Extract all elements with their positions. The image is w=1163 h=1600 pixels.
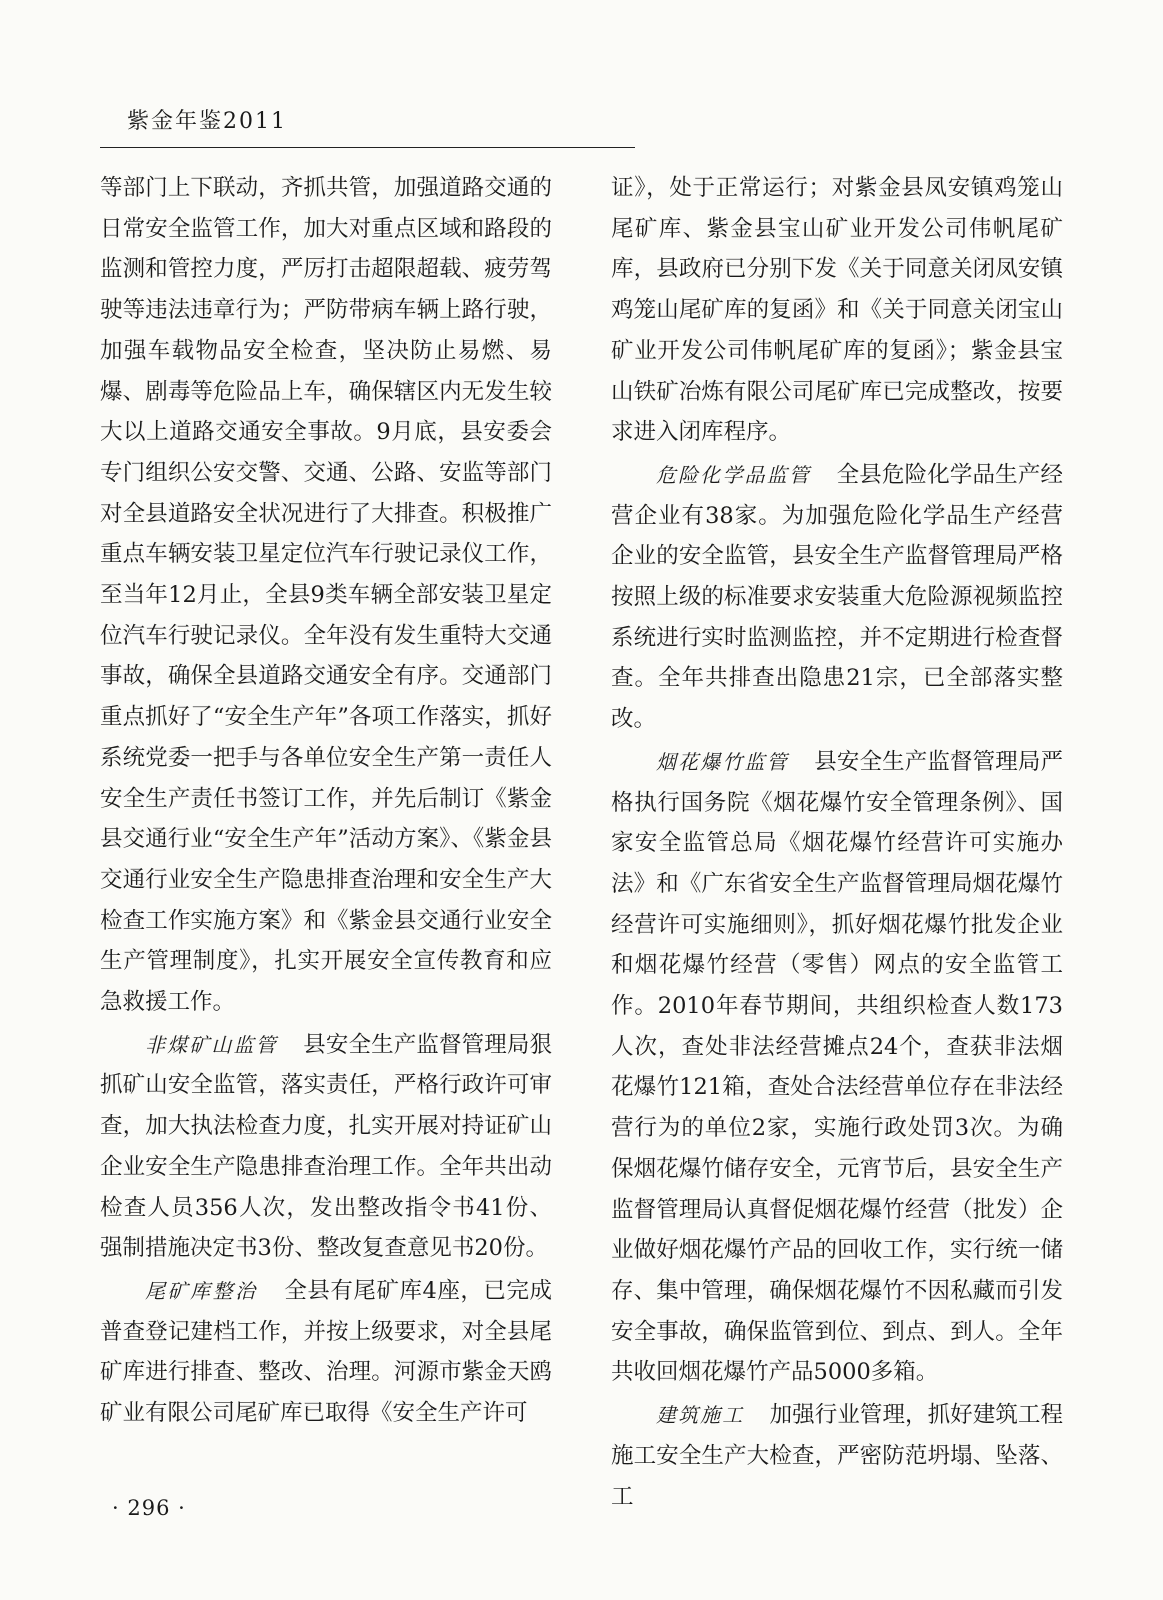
right-column [611,168,1063,1517]
running-header: 紫金年鉴2011 [127,109,287,134]
header-rule [100,147,635,148]
paragraph-construction [611,1395,1063,1517]
paragraph-tailings-continued: 证》，处于正常运行；对紫金县凤安镇鸡笼山尾矿库、紫金县宝山矿业开发公司伟帆尾矿库，县政府已分别下发《关于同意关闭凤安镇鸡笼山尾矿库的复函》和《关于同意关闭宝山矿业开发公司伟帆尾矿库的复函》；紫金县宝山铁矿冶炼有限公司尾矿库已完成整改，按要求进入闭库程序。 [611,175,1063,446]
section-body-hazardous-chemicals: 全县危险化学品生产经营企业有38家。为加强危险化学品生产经营企业的安全监管，县安全生产监督管理局严格按照上级的标准要求安装重大危险源视频监控系统进行实时监测监控，并不定期进行检查督查。全年共排查出隐患21宗，已全部落实整改。 [611,461,1063,733]
page-number: · 296 · [112,1496,186,1520]
section-body-non-coal-mines: 县安全生产监督管理局狠抓矿山安全监管，落实责任，严格行政许可审查，加大执法检查力度，扎实开展对持证矿山企业安全生产隐患排查治理工作。全年共出动检查人员356人次，发出整改指令书41份、强制措施决定书3份、整改复查意见书20份。 [100,1031,552,1262]
paragraph-hazardous-chemicals [611,455,1063,740]
left-column [100,168,552,1434]
section-heading-non-coal-mines: 非煤矿山监管 [145,1032,278,1057]
section-body-fireworks: 县安全生产监督管理局严格执行国务院《烟花爆竹安全管理条例》、国家安全监管总局《烟花爆竹经营许可实施办法》和《广东省安全生产监督管理局烟花爆竹经营许可实施细则》，抓好烟花爆竹批发企业和烟花爆竹经营（零售）网点的安全监管工作。2010年春节期间，共组织检查人数173人次，查处非法经营摊点24个，查获非法烟花爆竹121箱，查处合法经营单位存在非法经营行为的单位2家，实施行政处罚3次。为确保烟花爆竹储存安全，元宵节后，县安全生产监督管理局认真督促烟花爆竹经营（批发）企业做好烟花爆竹产品的回收工作，实行统一储存、集中管理，确保烟花爆竹不因私藏而引发安全事故，确保监管到位、到点、到人。全年共收回烟花爆竹产品5000多箱。 [611,748,1063,1386]
paragraph-fireworks [611,742,1063,1393]
paragraph-non-coal-mines [100,1025,552,1269]
paragraph-tailings [100,1271,552,1434]
paragraph-road-traffic: 等部门上下联动，齐抓共管，加强道路交通的日常安全监管工作，加大对重点区域和路段的监测和管控力度，严厉打击超限超载、疲劳驾驶等违法违章行为；严防带病车辆上路行驶，加强车载物品安全检查，坚决防止易燃、易爆、剧毒等危险品上车，确保辖区内无发生较大以上道路交通安全事故。9月底，县安委会专门组织公安交警、交通、公路、安监等部门对全县道路安全状况进行了大排查。积极推广重点车辆安装卫星定位汽车行驶记录仪工作，至当年12月止，全县9类车辆全部安装卫星定位汽车行驶记录仪。全年没有发生重特大交通事故，确保全县道路交通安全有序。交通部门重点抓好了“安全生产年”各项工作落实，抓好系统党委一把手与各单位安全生产第一责任人安全生产责任书签订工作，并先后制订《紫金县交通行业“安全生产年”活动方案》、《紫金县交通行业安全生产隐患排查治理和安全生产大检查工作实施方案》和《紫金县交通行业安全生产管理制度》，扎实开展安全宣传教育和应急救援工作。 [100,175,552,1016]
section-heading-hazardous-chemicals: 危险化学品监管 [656,462,812,487]
section-body-construction: 加强行业管理，抓好建筑工程施工安全生产大检查，严密防范坍塌、坠落、工 [611,1402,1063,1510]
section-heading-tailings: 尾矿库整治 [145,1278,258,1303]
section-heading-construction: 建筑施工 [656,1403,745,1428]
section-body-tailings: 全县有尾矿库4座，已完成普查登记建档工作，并按上级要求，对全县尾矿库进行排查、整改、治理。河源市紫金天鸥矿业有限公司尾矿库已取得《安全生产许可 [100,1277,552,1427]
section-heading-fireworks: 烟花爆竹监管 [656,749,789,774]
